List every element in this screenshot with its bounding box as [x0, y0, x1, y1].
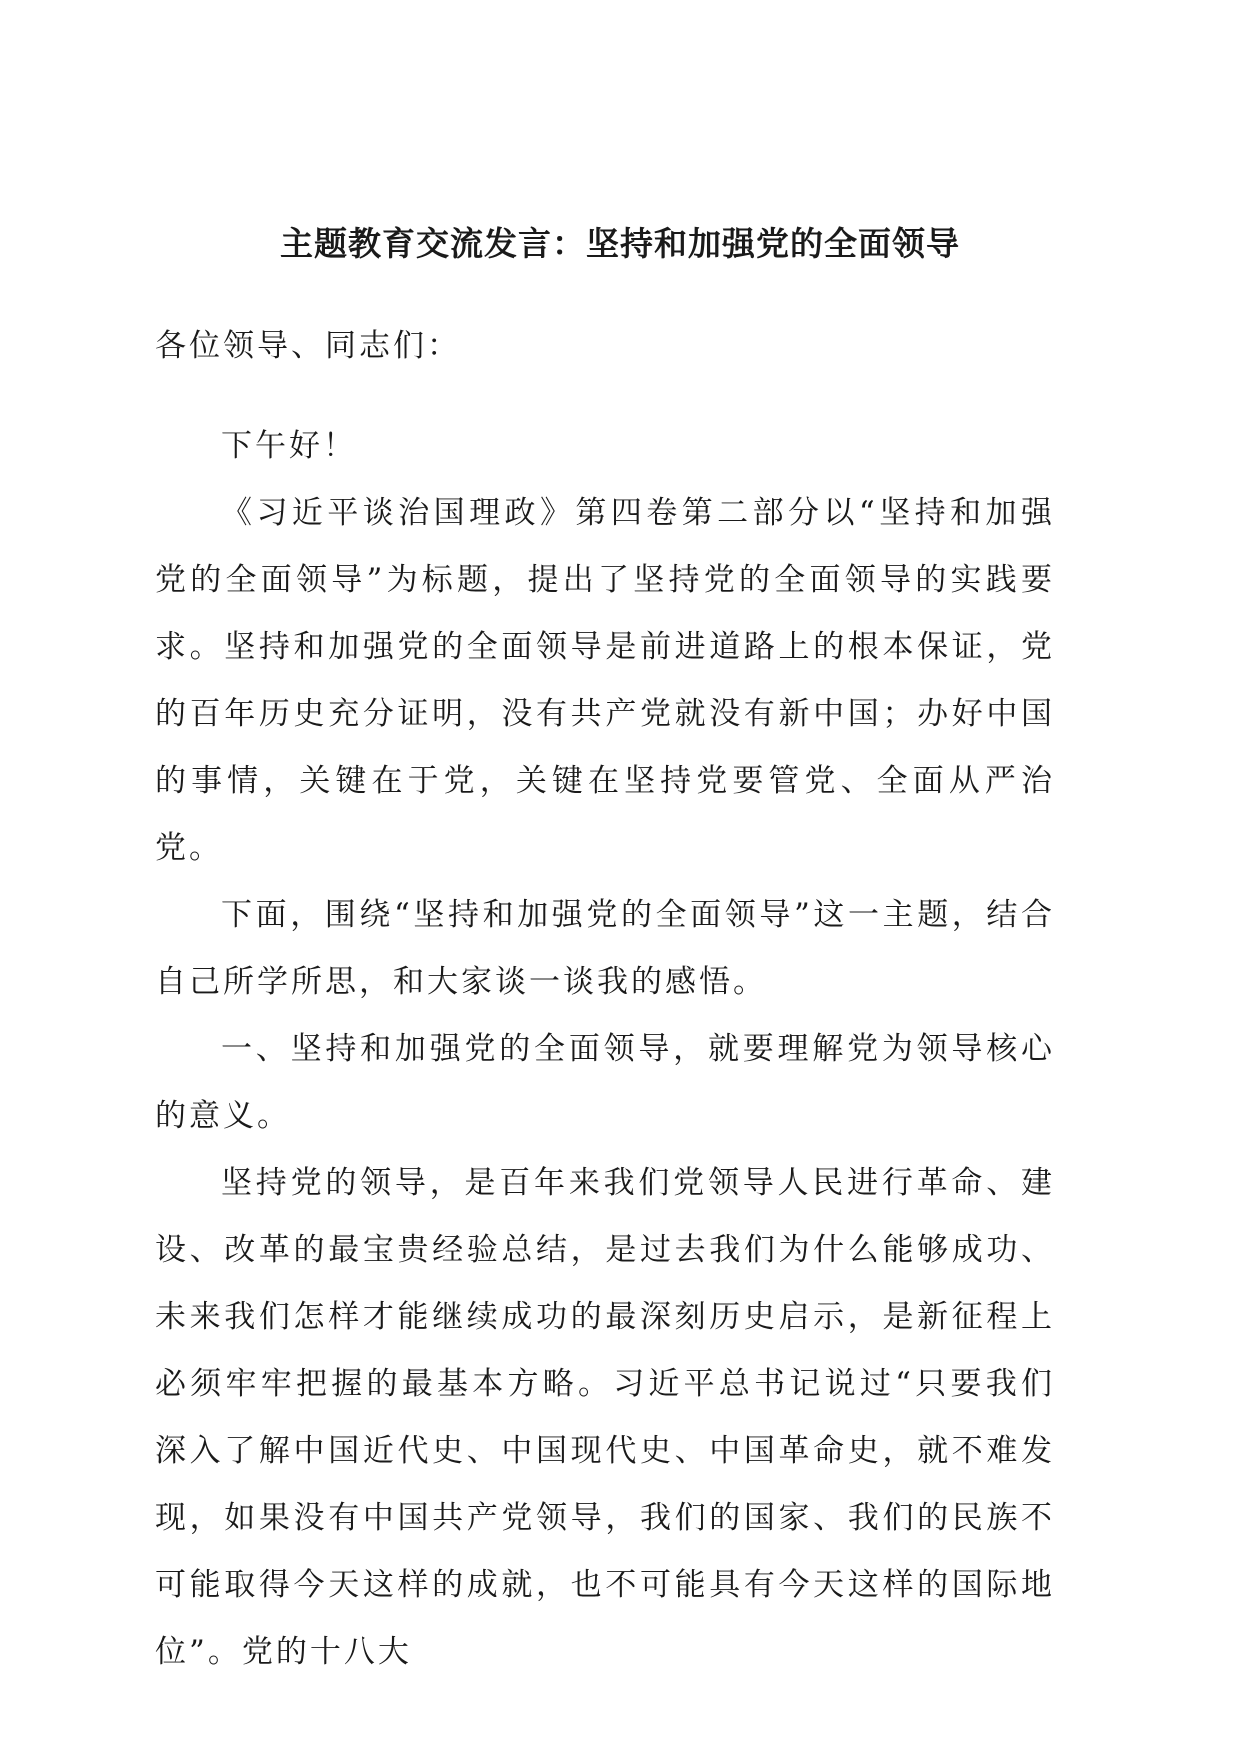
document-body: [155, 313, 1055, 1686]
document-title: 主题教育交流发言：坚持和加强党的全面领导: [280, 224, 960, 263]
paragraph-topic: 下面，围绕“坚持和加强党的全面领导”这一主题，结合自己所学所思，和大家谈一谈我的感悟。: [155, 897, 1055, 1000]
salutation: 各位领导、同志们：: [155, 328, 461, 364]
section-heading-1: 一、坚持和加强党的全面领导，就要理解党为领导核心的意义。: [155, 1031, 1055, 1134]
paragraph-greeting: 下午好！: [221, 428, 357, 464]
paragraph-intro: 《习近平谈治国理政》第四卷第二部分以“坚持和加强党的全面领导”为标题，提出了坚持党的全面领导的实践要求。坚持和加强党的全面领导是前进道路上的根本保证，党的百年历史充分证明，没有共产党就没有新中国；办好中国的事情，关键在于党，关键在坚持党要管党、全面从严治党。: [155, 495, 1055, 866]
paragraph-section-1: 坚持党的领导，是百年来我们党领导人民进行革命、建设、改革的最宝贵经验总结，是过去我们为什么能够成功、未来我们怎样才能继续成功的最深刻历史启示，是新征程上必须牢牢把握的最基本方略。习近平总书记说过“只要我们深入了解中国近代史、中国现代史、中国革命史，就不难发现，如果没有中国共产党领导，我们的国家、我们的民族不可能取得今天这样的成就，也不可能具有今天这样的国际地位”。党的十八大: [155, 1165, 1055, 1670]
